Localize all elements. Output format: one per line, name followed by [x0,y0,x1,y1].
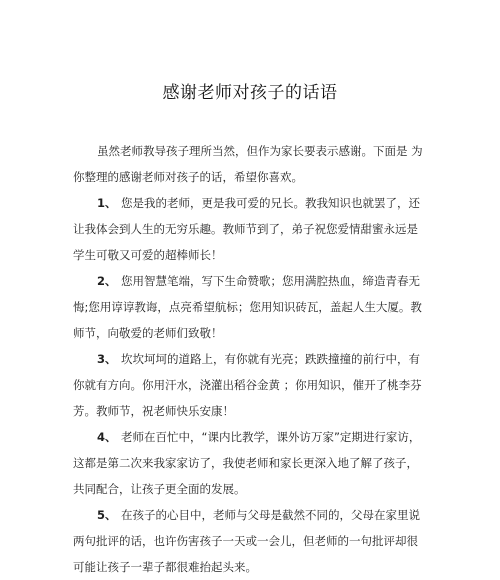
list-item-line [73,190,420,216]
list-item [73,268,422,346]
intro-line: 你整理的感谢老师对孩子的话，希望你喜欢。 [73,170,303,184]
list-item-line: 共同配合，让孩子更全面的发展。 [73,482,246,496]
list-item-line: 悔;您用谆谆教诲，点亮希望航标；您用知识砖瓦，盖起人生大厦。教 [73,300,422,314]
item-text: 您是我的老师，更是我可爱的兄长。教我知识也就罢了，还 [121,196,420,210]
document-body [73,138,423,580]
item-text: 您用智慧笔端，写下生命赞歌；您用满腔热血，缔造青春无 [121,274,420,288]
list-item-line: 两句批评的话，也许伤害孩子一天或一会儿，但老师的一句批评却很 [73,534,418,548]
intro-paragraph [73,138,423,190]
list-item-line: 芳。教师节，祝老师快乐安康！ [73,404,234,418]
item-text: 坎坎坷坷的道路上，有你就有光亮；跌跌撞撞的前行中，有 [121,352,420,366]
document-title: 感谢老师对孩子的话语 [162,83,338,103]
list-item-line: 让我体会到人生的无穷乐趣。教师节到了，弟子祝您爱情甜蜜永远是 [73,222,418,236]
list-item-line [73,502,420,528]
item-text: 在孩子的心目中，老师与父母是截然不同的，父母在家里说 [121,508,420,522]
item-text: 老师在百忙中，“课内比教学，课外访万家”定期进行家访， [121,430,421,444]
item-number: 5、 [97,508,117,522]
list-item-line: 可能让孩子一辈子都很难抬起头来。 [73,560,257,574]
list-item-line [73,346,420,372]
item-number: 1、 [97,196,117,210]
list-item [73,190,420,268]
intro-line: 虽然老师教导孩子理所当然，但作为家长要表示感谢。下面是 为 [97,144,423,158]
list-item-line: 你就有方向。你用汗水，浇灌出稻谷金黄 ；你用知识，催开了桃李芬 [73,378,422,392]
list-item [73,346,422,424]
list-item-line [73,268,420,294]
list-item-line [73,424,421,450]
list-item [73,424,421,502]
list-item [73,502,420,580]
list-item-line: 学生可敬又可爱的超棒师长！ [73,248,223,262]
item-number: 4、 [97,430,117,444]
item-number: 2、 [97,274,117,288]
list-item-line: 这都是第二次来我家家访了，我使老师和家长更深入地了解了孩子， [73,456,418,470]
list-item-line: 师节，向敬爱的老师们致敬！ [73,326,223,340]
item-number: 3、 [97,352,117,366]
